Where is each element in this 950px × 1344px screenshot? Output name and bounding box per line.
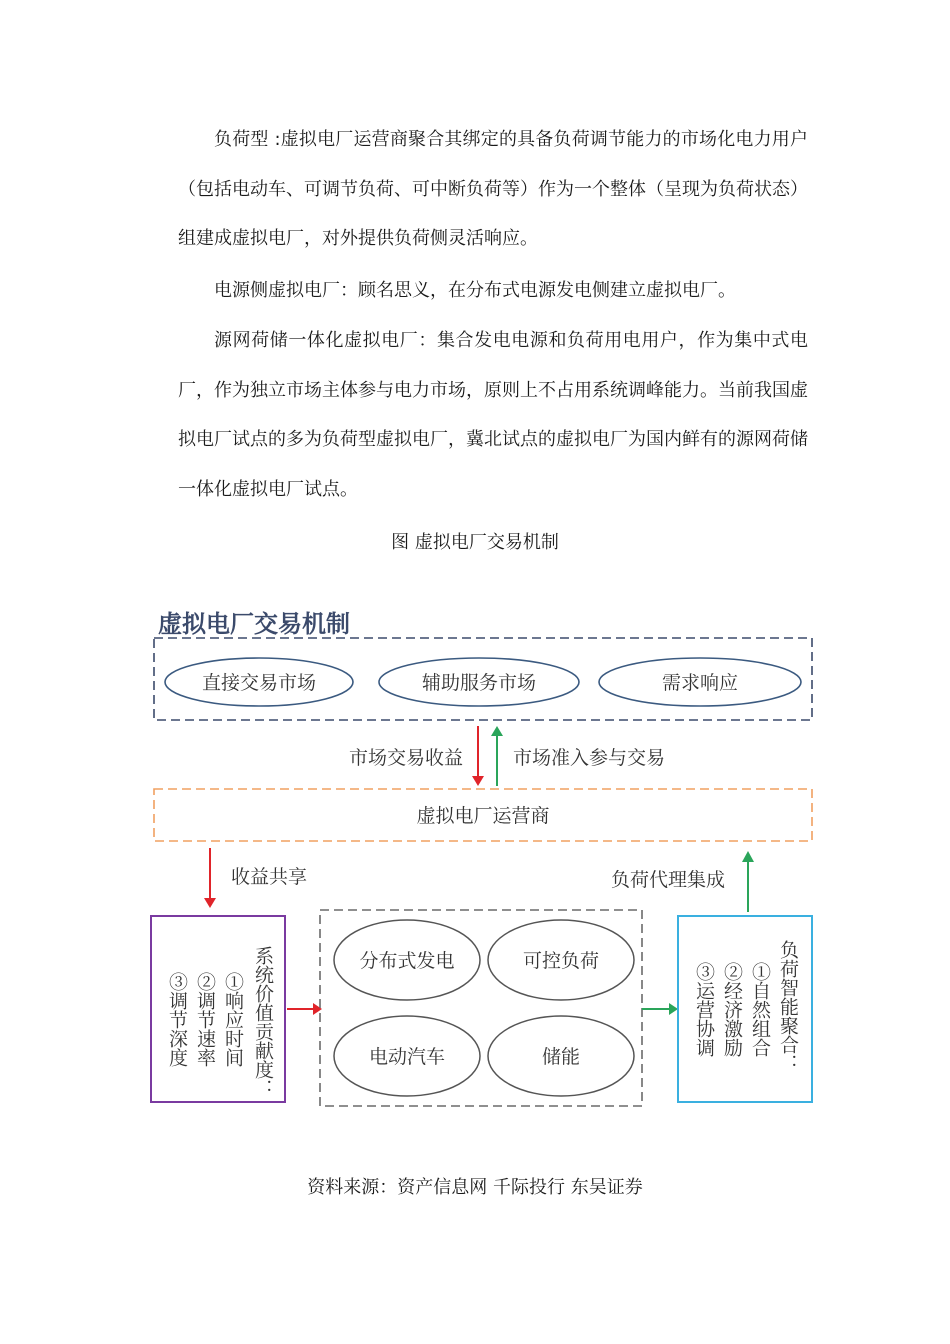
operator-label: 虚拟电厂运营商 [416,805,550,827]
resource-distributed-generation: 分布式发电 [359,950,455,972]
market-access-arrowhead [491,726,503,736]
paragraph-load-type: 负荷型 :虚拟电厂运营商聚合其绑定的具备负荷调节能力的市场化电力用户（包括电动车、可调节负荷、可中断负荷等）作为一个整体（呈现为负荷状态）组建成虚拟电厂，对外提供负荷侧灵活响应。 [178,129,808,249]
revenue-share-arrowhead [204,898,216,908]
resources-to-aggregation-arrowhead [669,1003,678,1015]
market-income-arrowhead [472,776,484,786]
load-aggregation-label: 负荷代理集成 [610,869,725,891]
market-demand-response: 需求响应 [661,672,739,694]
load-aggregation-item-2: ②经济激励 [721,962,743,1057]
system-value-item-2: ②调节速率 [194,972,216,1067]
market-income-label: 市场交易收益 [348,747,463,769]
system-value-item-3: ③调节深度 [166,972,188,1067]
system-value-item-1: ①响应时间 [222,972,244,1067]
revenue-share-label: 收益共享 [231,866,308,888]
market-access-label: 市场准入参与交易 [513,747,666,769]
resource-energy-storage: 储能 [541,1046,581,1068]
paragraph-integrated: 源网荷储一体化虚拟电厂：集合发电电源和负荷用电用户，作为集中式电厂，作为独立市场主体参与电力市场，原则上不占用系统调峰能力。当前我国虚拟电厂试点的多为负荷型虚拟电厂，冀北试点的虚拟电厂为国内鲜有的源网荷储一体化虚拟电厂试点。 [178,330,808,500]
trading-mechanism-diagram [145,598,825,1118]
paragraph-source-side: 电源侧虚拟电厂：顾名思义，在分布式电源发电侧建立虚拟电厂。 [214,280,736,301]
load-aggregation-heading: 负荷智能聚合： [777,940,799,1073]
market-ancillary-service: 辅助服务市场 [421,672,537,694]
system-value-heading: 系统价值贡献度： [252,946,274,1098]
load-aggregation-item-3: ③运营协调 [693,962,715,1057]
diagram-title: 虚拟电厂交易机制 [158,610,350,638]
load-aggregation-item-1: ①自然组合 [749,962,771,1057]
load-aggregation-arrowhead [742,851,754,862]
market-direct-trading: 直接交易市场 [201,672,317,694]
resource-controllable-load: 可控负荷 [522,950,600,972]
source-note: 资料来源：资产信息网 千际投行 东吴证券 [307,1177,643,1198]
resource-electric-vehicle: 电动汽车 [368,1046,446,1068]
figure-caption: 图 虚拟电厂交易机制 [391,532,559,553]
